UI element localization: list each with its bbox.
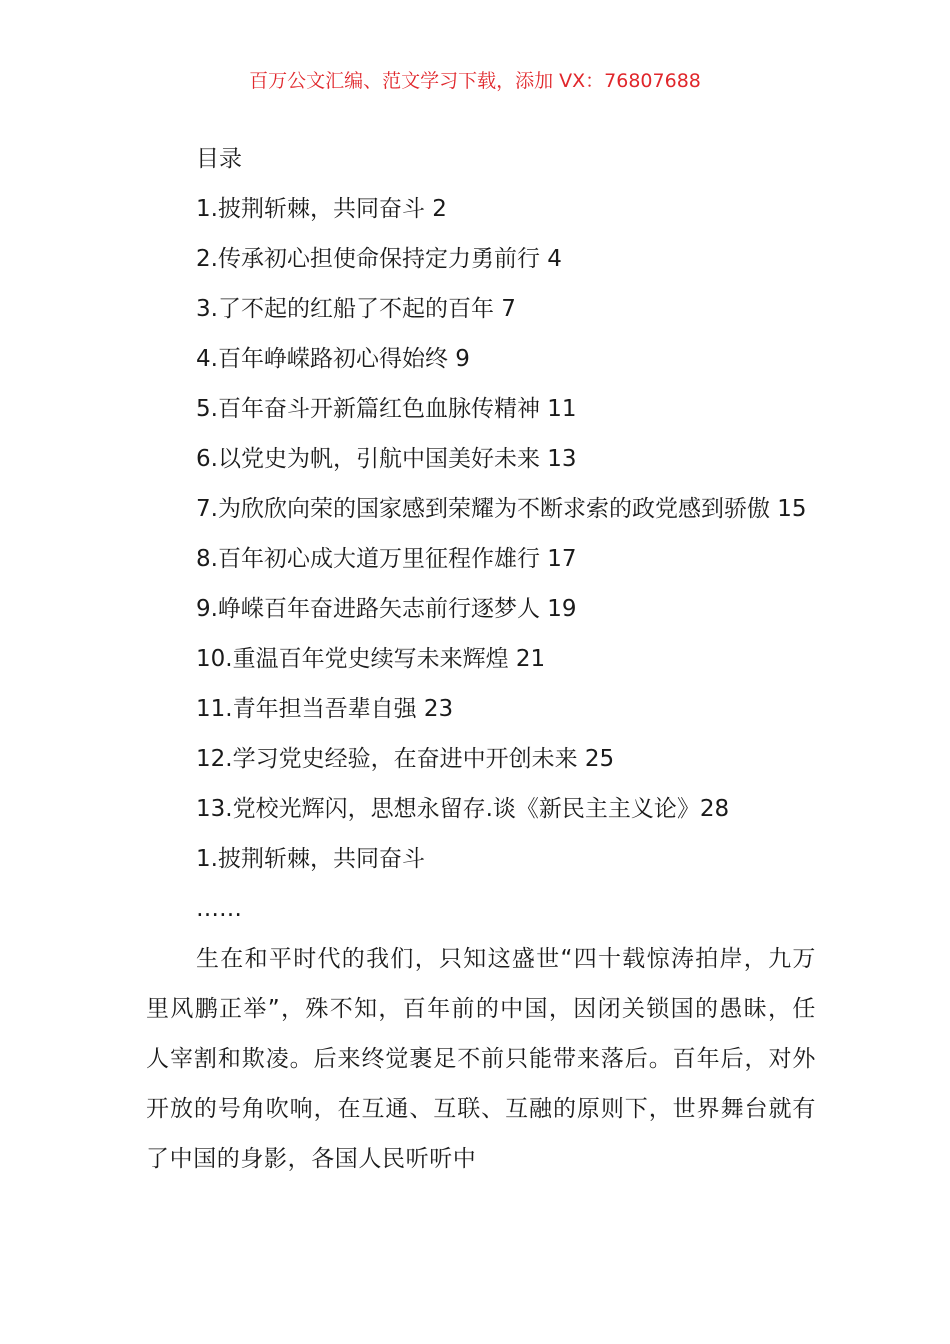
table-of-contents [146, 184, 816, 834]
document-body [146, 134, 816, 1184]
toc-item: 6.以党史为帆，引航中国美好未来 13 [196, 446, 577, 472]
toc-item: 4.百年峥嵘路初心得始终 9 [196, 346, 470, 372]
toc-item: 9.峥嵘百年奋进路矢志前行逐梦人 19 [196, 596, 577, 622]
toc-item: 10.重温百年党史续写未来辉煌 21 [196, 646, 546, 672]
toc-title: 目录 [196, 146, 242, 172]
toc-item: 11.青年担当吾辈自强 23 [196, 696, 454, 722]
toc-item: 12.学习党史经验，在奋进中开创未来 25 [196, 746, 615, 772]
section-heading: 1.披荆斩棘，共同奋斗 [196, 846, 425, 872]
toc-item: 13.党校光辉闪，思想永留存.谈《新民主主义论》28 [196, 796, 730, 822]
section-ellipsis: …… [196, 896, 242, 922]
toc-item: 3.了不起的红船了不起的百年 7 [196, 296, 516, 322]
toc-item: 7.为欣欣向荣的国家感到荣耀为不断求索的政党感到骄傲 15 [196, 496, 807, 522]
toc-item: 5.百年奋斗开新篇红色血脉传精神 11 [196, 396, 577, 422]
toc-item: 8.百年初心成大道万里征程作雄行 17 [196, 546, 577, 572]
body-paragraph: 生在和平时代的我们，只知这盛世“四十载惊涛拍岸，九万里风鹏正举”，殊不知，百年前的中国，因闭关锁国的愚昧，任人宰割和欺凌。后来终觉裹足不前只能带来落后。百年后，对外开放的号角吹响，在互通、互联、互融的原则下，世界舞台就有了中国的身影，各国人民听听中 [146, 946, 816, 1172]
watermark-header: 百万公文汇编、范文学习下载，添加 VX：76807688 [249, 70, 701, 92]
toc-item: 2.传承初心担使命保持定力勇前行 4 [196, 246, 562, 272]
toc-item: 1.披荆斩棘，共同奋斗 2 [196, 196, 447, 222]
